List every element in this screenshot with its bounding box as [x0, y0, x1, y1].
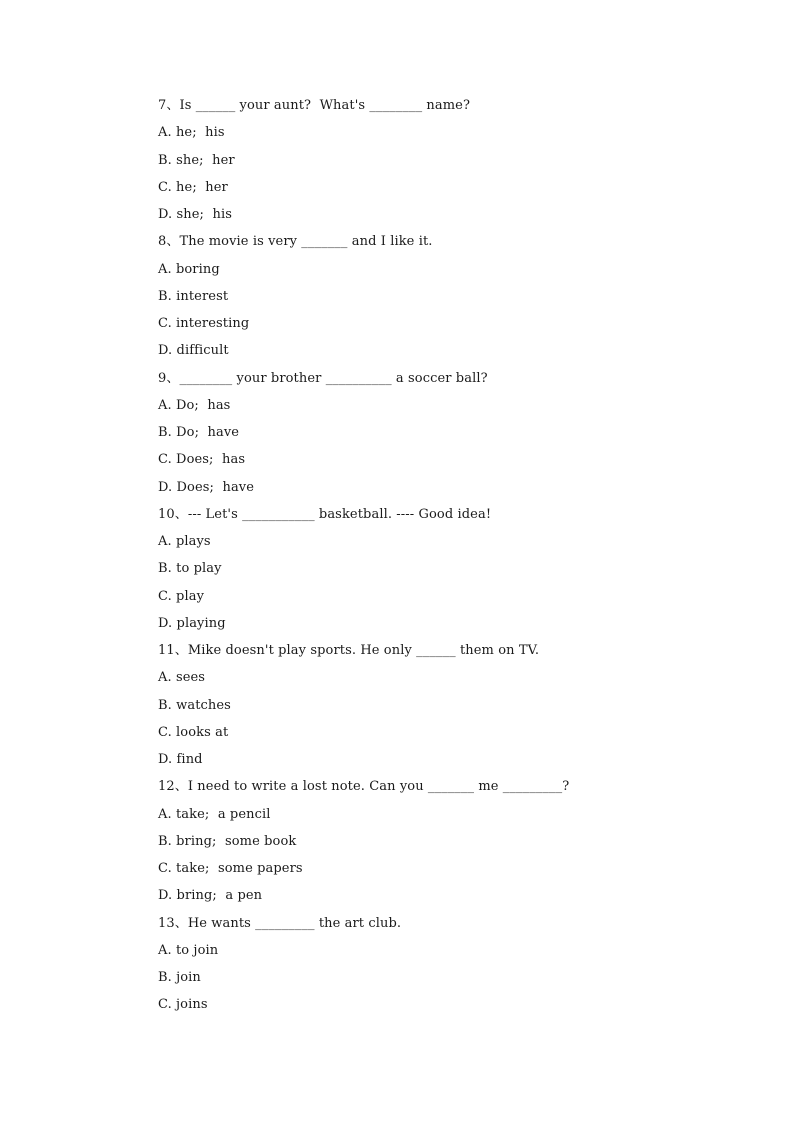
question-list: [158, 96, 758, 1023]
question-stem: 11、Mike doesn't play sports. He only ______ them on TV.: [158, 643, 540, 658]
option-d: D. bring; a pen: [158, 888, 263, 904]
option-c: C. play: [158, 588, 205, 604]
option-a: A. he; his: [158, 125, 225, 141]
option-b: B. Do; have: [158, 425, 240, 440]
option-c: C. joins: [158, 997, 208, 1013]
question-stem: 8、The movie is very _______ and I like it.: [158, 234, 433, 250]
option-b: B. join: [158, 970, 201, 985]
question-stem: 10、--- Let's ___________ basketball. ---- Good idea!: [158, 506, 492, 522]
option-d: D. Does; have: [158, 479, 255, 495]
option-b: B. bring; some book: [158, 833, 297, 849]
option-a: A. take; a pencil: [158, 806, 271, 822]
option-a: A. sees: [158, 670, 206, 686]
option-d: D. she; his: [158, 207, 233, 222]
option-c: C. Does; has: [158, 452, 246, 468]
option-a: A. plays: [158, 534, 211, 549]
option-b: B. she; her: [158, 152, 235, 168]
option-c: C. he; her: [158, 179, 228, 195]
option-d: D. playing: [158, 615, 226, 631]
question-stem: 13、He wants _________ the art club.: [158, 915, 402, 931]
question-12: [158, 777, 758, 913]
question-13: [158, 914, 758, 1023]
option-b: B. watches: [158, 697, 231, 713]
question-stem: 9、________ your brother __________ a soccer ball?: [158, 370, 488, 386]
question-11: [158, 641, 758, 777]
question-9: [158, 369, 758, 505]
option-d: D. difficult: [158, 343, 229, 359]
question-stem: 12、I need to write a lost note. Can you _______ me _________?: [158, 779, 570, 795]
option-b: B. to play: [158, 561, 222, 577]
option-c: C. looks at: [158, 724, 229, 740]
option-b: B. interest: [158, 288, 229, 304]
option-c: C. interesting: [158, 316, 250, 331]
option-a: A. Do; has: [158, 397, 231, 413]
question-7: [158, 96, 758, 232]
option-a: A. to join: [158, 942, 219, 958]
question-8: [158, 232, 758, 368]
option-d: D. find: [158, 752, 203, 767]
option-c: C. take; some papers: [158, 861, 303, 876]
question-stem: 7、Is ______ your aunt? What's ________ name?: [158, 98, 471, 113]
question-10: [158, 505, 758, 641]
option-a: A. boring: [158, 261, 220, 277]
